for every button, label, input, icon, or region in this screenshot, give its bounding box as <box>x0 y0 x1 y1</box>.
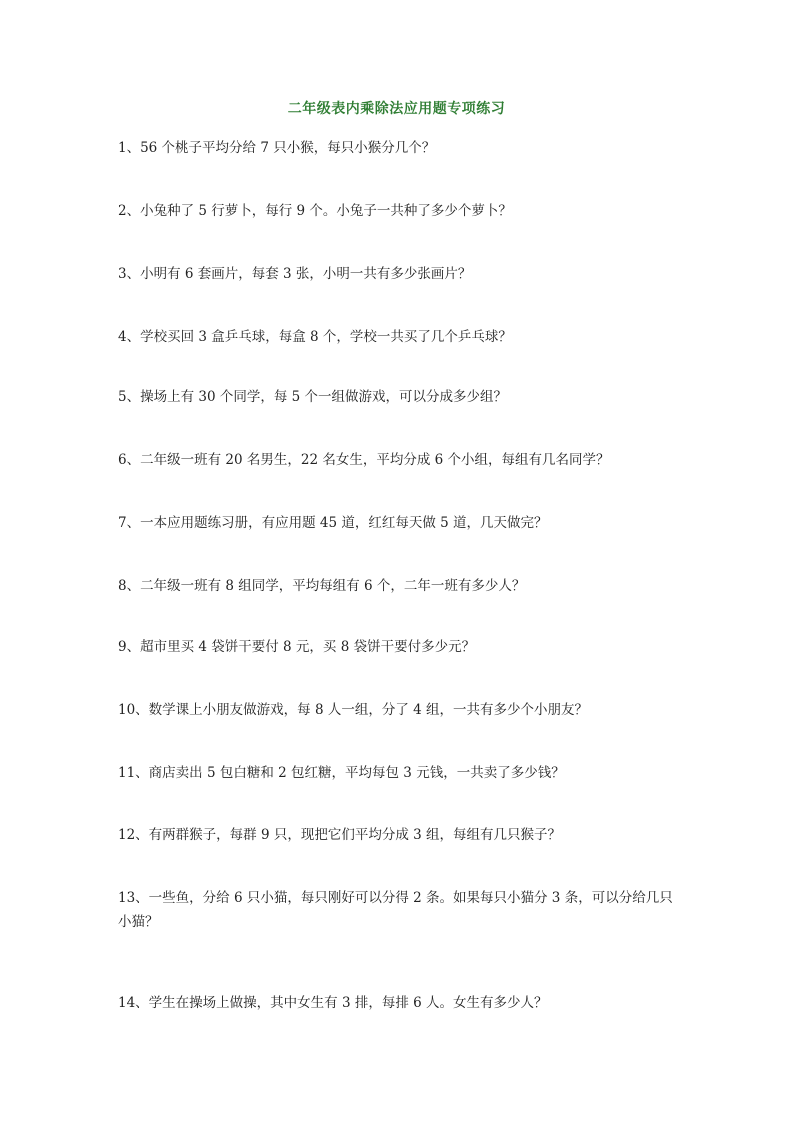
question-1: 1、56 个桃子平均分给 7 只小猴，每只小猴分几个？ <box>118 140 436 156</box>
question-13: 13、一些鱼，分给 6 只小猫，每只刚好可以分得 2 条。如果每只小猫分 3 条，可以分给几只小猫？ <box>118 890 673 930</box>
question-6: 6、二年级一班有 20 名男生，22 名女生，平均分成 6 个小组，每组有几名同学？ <box>118 452 610 468</box>
question-3: 3、小明有 6 套画片，每套 3 张，小明一共有多少张画片？ <box>118 266 472 282</box>
question-10: 10、数学课上小朋友做游戏，每 8 人一组，分了 4 组，一共有多少个小朋友？ <box>118 702 589 718</box>
question-14: 14、学生在操场上做操，其中女生有 3 排，每排 6 人。女生有多少人？ <box>118 995 548 1011</box>
question-2: 2、小兔种了 5 行萝卜，每行 9 个。小兔子一共种了多少个萝卜？ <box>118 203 512 219</box>
question-12: 12、有两群猴子，每群 9 只，现把它们平均分成 3 组，每组有几只猴子？ <box>118 827 562 843</box>
page-title: 二年级表内乘除法应用题专项练习 <box>287 101 506 117</box>
question-5: 5、操场上有 30 个同学，每 5 个一组做游戏，可以分成多少组？ <box>118 389 508 405</box>
question-9: 9、超市里买 4 袋饼干要付 8 元，买 8 袋饼干要付多少元？ <box>118 639 476 655</box>
question-4: 4、学校买回 3 盒乒乓球，每盒 8 个，学校一共买了几个乒乓球？ <box>118 329 512 345</box>
question-8: 8、二年级一班有 8 组同学，平均每组有 6 个，二年一班有多少人？ <box>118 578 526 594</box>
question-7: 7、一本应用题练习册，有应用题 45 道，红红每天做 5 道，几天做完？ <box>118 515 548 531</box>
question-11: 11、商店卖出 5 包白糖和 2 包红糖，平均每包 3 元钱，一共卖了多少钱？ <box>118 765 565 781</box>
